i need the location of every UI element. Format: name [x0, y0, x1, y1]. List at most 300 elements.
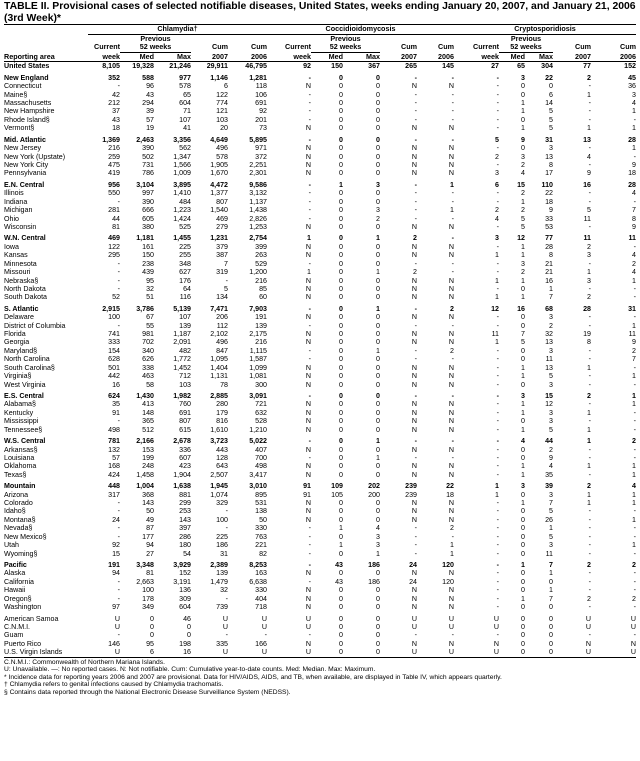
value-cell: 3,786	[136, 304, 154, 313]
value-cell: 319	[216, 268, 228, 277]
value-cell: 7	[549, 499, 553, 508]
value-cell: N	[448, 284, 454, 293]
value-cell: 3	[521, 391, 525, 400]
value-cell: -	[414, 524, 417, 533]
value-cell: 43	[335, 577, 343, 586]
value-cell: 199	[142, 453, 154, 462]
value-cell: 496	[216, 338, 228, 347]
table-row	[4, 82, 636, 90]
value-cell: N	[411, 124, 417, 133]
value-cell: 786	[142, 169, 154, 178]
value-cell: 2	[632, 594, 636, 603]
value-cell: 0	[339, 445, 343, 454]
table-row	[4, 541, 636, 549]
value-cell: 18	[446, 490, 454, 499]
value-cell: 0	[521, 346, 525, 355]
value-cell: 367	[368, 62, 380, 71]
value-cell: 39	[146, 107, 154, 116]
value-cell: 0	[521, 507, 525, 516]
value-cell: 152	[624, 62, 636, 71]
value-cell: -	[496, 372, 499, 381]
value-cell: 1	[521, 470, 525, 479]
value-cell: 221	[255, 541, 267, 550]
value-cell: 0	[339, 124, 343, 133]
value-cell: -	[496, 594, 499, 603]
value-cell: 3,348	[136, 561, 154, 569]
table-row	[4, 285, 636, 293]
week-label: week	[267, 52, 311, 62]
reporting-area-cell: Minnesota	[4, 259, 37, 268]
value-cell: -	[451, 99, 454, 108]
value-cell: 774	[216, 99, 228, 108]
value-cell: 501	[108, 363, 120, 372]
value-cell: 0	[549, 639, 553, 648]
value-cell: 0	[339, 189, 343, 198]
value-cell: -	[588, 445, 591, 454]
value-cell: -	[414, 90, 417, 99]
value-cell: 281	[108, 206, 120, 215]
value-cell: -	[588, 372, 591, 381]
reporting-area-cell: Arizona	[4, 490, 29, 499]
footnotes	[4, 659, 636, 697]
value-cell: -	[117, 82, 120, 91]
value-cell: 0	[376, 515, 380, 524]
value-cell: -	[496, 242, 499, 251]
value-cell: 22	[545, 189, 553, 198]
value-cell: -	[496, 400, 499, 409]
value-cell: 105	[331, 490, 343, 499]
value-cell: 0	[549, 82, 553, 91]
value-cell: -	[588, 603, 591, 612]
value-cell: 201	[255, 115, 267, 124]
value-cell: 7	[224, 259, 228, 268]
value-cell: 225	[216, 532, 228, 541]
value-cell: 0	[339, 135, 343, 144]
value-cell: -	[117, 259, 120, 268]
value-cell: 2	[495, 152, 499, 161]
value-cell: 387	[216, 251, 228, 260]
value-cell: N	[493, 639, 499, 648]
reporting-area-cell: Missouri	[4, 268, 31, 277]
value-cell: N	[411, 445, 417, 454]
value-cell: 1	[549, 569, 553, 578]
value-cell: N	[448, 222, 454, 231]
previous-label: Previous	[330, 34, 361, 43]
value-cell: 3	[549, 380, 553, 389]
value-cell: -	[633, 242, 636, 251]
value-cell: 0	[339, 549, 343, 558]
table-row	[4, 313, 636, 321]
value-cell: -	[588, 82, 591, 91]
value-cell: U	[305, 622, 311, 631]
table-row	[4, 417, 636, 425]
value-cell: 3,132	[249, 189, 267, 198]
value-cell: 0	[549, 622, 553, 631]
value-cell: 3	[549, 417, 553, 426]
value-cell: -	[308, 549, 311, 558]
cum-label: Cum	[212, 43, 228, 52]
table-row	[4, 648, 636, 657]
value-cell: 0	[376, 82, 380, 91]
value-cell: -	[588, 631, 591, 640]
table-row	[4, 243, 636, 251]
value-cell: 1	[376, 346, 380, 355]
table-row	[4, 198, 636, 206]
value-cell: N	[411, 380, 417, 389]
table-row	[4, 631, 636, 639]
value-cell: -	[588, 144, 591, 153]
value-cell: 50	[146, 507, 154, 516]
reporting-area-cell: District of Columbia	[4, 321, 66, 330]
value-cell: 16	[545, 276, 553, 285]
chlamydia-header: Chlamydia†	[88, 25, 267, 34]
value-cell: N	[411, 569, 417, 578]
footnote: U: Unavailable. —: No reported cases. N: Not notifiable. Cum: Cumulative year-to-date counts. Med: Median. Max: Maximum.	[4, 666, 376, 674]
value-cell: -	[308, 391, 311, 400]
value-cell: 0	[376, 99, 380, 108]
value-cell: 2,915	[102, 304, 120, 313]
value-cell: 2,091	[173, 338, 191, 347]
value-cell: 81	[146, 569, 154, 578]
value-cell: 18	[112, 124, 120, 133]
value-cell: 32	[545, 330, 553, 339]
value-cell: -	[117, 499, 120, 508]
value-cell: -	[414, 532, 417, 541]
table-row	[4, 268, 636, 276]
value-cell: 5	[549, 425, 553, 434]
reporting-area-cell: Texas§	[4, 470, 27, 479]
value-cell: N	[411, 161, 417, 170]
value-cell: 5	[549, 507, 553, 516]
footnote: † Chlamydia refers to genital infections caused by Chlamydia trachomatis.	[4, 681, 224, 689]
region-row	[4, 561, 636, 569]
value-cell: 0	[521, 577, 525, 586]
value-cell: 2,301	[249, 169, 267, 178]
value-cell: 3	[376, 206, 380, 215]
value-cell: 0	[339, 242, 343, 251]
value-cell: N	[305, 82, 311, 91]
value-cell: N	[448, 586, 454, 595]
value-cell: -	[496, 577, 499, 586]
value-cell: -	[633, 577, 636, 586]
value-cell: 2,678	[173, 437, 191, 446]
value-cell: 180	[179, 541, 191, 550]
value-cell: 100	[142, 586, 154, 595]
value-cell: U	[411, 614, 417, 623]
table-row	[4, 550, 636, 558]
value-cell: 0	[339, 214, 343, 223]
value-cell: 2	[587, 73, 591, 82]
value-cell: -	[308, 197, 311, 206]
value-cell: 1	[307, 268, 311, 277]
value-cell: -	[308, 99, 311, 108]
value-cell: 1	[495, 251, 499, 260]
value-cell: -	[451, 453, 454, 462]
reporting-area-cell: Delaware	[4, 313, 34, 322]
table-row	[4, 338, 636, 346]
reporting-area-cell: Colorado	[4, 499, 33, 508]
value-cell: 349	[142, 603, 154, 612]
value-cell: 0	[339, 363, 343, 372]
value-cell: 82	[259, 549, 267, 558]
value-cell: 95	[146, 639, 154, 648]
value-cell: 0	[376, 276, 380, 285]
value-cell: 0	[376, 161, 380, 170]
value-cell: 329	[216, 499, 228, 508]
value-cell: -	[414, 541, 417, 550]
value-cell: -	[414, 99, 417, 108]
value-cell: 1	[376, 234, 380, 243]
value-cell: 73	[259, 124, 267, 133]
value-cell: 148	[142, 408, 154, 417]
value-cell: 0	[376, 380, 380, 389]
reporting-area-cell: Mid. Atlantic	[4, 135, 46, 144]
value-cell: 1,610	[210, 425, 228, 434]
reporting-area-cell: New Hampshire	[4, 107, 55, 116]
value-cell: U	[448, 622, 454, 631]
value-cell: -	[414, 346, 417, 355]
week-label: week	[454, 52, 499, 62]
value-cell: -	[308, 115, 311, 124]
value-cell: 0	[376, 639, 380, 648]
value-cell: -	[308, 524, 311, 533]
value-cell: 3,895	[173, 180, 191, 189]
value-cell: 2	[450, 524, 454, 533]
value-cell: -	[225, 594, 228, 603]
value-cell: 1,009	[173, 169, 191, 178]
value-cell: 1	[521, 363, 525, 372]
value-cell: -	[496, 408, 499, 417]
value-cell: -	[414, 549, 417, 558]
value-cell: 5	[521, 222, 525, 231]
value-cell: 31	[545, 135, 553, 144]
value-cell: 150	[331, 62, 343, 71]
value-cell: 1,004	[136, 482, 154, 491]
value-cell: 6	[224, 82, 228, 91]
value-cell: 997	[142, 189, 154, 198]
max-label: Max	[343, 52, 380, 62]
value-cell: U	[585, 622, 591, 631]
value-cell: 0	[549, 631, 553, 640]
value-cell: 1,231	[210, 234, 228, 243]
value-cell: 3	[587, 276, 591, 285]
value-cell: -	[588, 346, 591, 355]
value-cell: -	[496, 524, 499, 533]
value-cell: 1	[587, 437, 591, 446]
value-cell: 1	[450, 549, 454, 558]
value-cell: 0	[150, 614, 154, 623]
value-cell: 295	[108, 251, 120, 260]
value-cell: 67	[146, 313, 154, 322]
value-cell: 51	[146, 293, 154, 302]
value-cell: N	[411, 330, 417, 339]
value-cell: N	[448, 594, 454, 603]
value-cell: 109	[331, 482, 343, 491]
value-cell: 146	[108, 639, 120, 648]
value-cell: 64	[183, 284, 191, 293]
cum-label: Cum	[401, 43, 417, 52]
value-cell: 1	[521, 462, 525, 471]
value-cell: 0	[376, 107, 380, 116]
value-cell: 404	[255, 594, 267, 603]
value-cell: -	[588, 541, 591, 550]
value-cell: -	[496, 346, 499, 355]
reporting-area-cell: Massachusetts	[4, 99, 52, 108]
value-cell: 12	[545, 400, 553, 409]
value-cell: N	[448, 293, 454, 302]
value-cell: N	[411, 507, 417, 516]
value-cell: 92	[303, 62, 311, 71]
value-cell: 0	[376, 391, 380, 400]
value-cell: 0	[339, 453, 343, 462]
value-cell: N	[448, 400, 454, 409]
reporting-area-cell: Ohio	[4, 214, 19, 223]
value-cell: N	[448, 372, 454, 381]
value-cell: 1,223	[173, 206, 191, 215]
value-cell: N	[448, 363, 454, 372]
year-2007-label: 2007	[191, 52, 228, 62]
value-cell: 57	[146, 115, 154, 124]
value-cell: 0	[339, 338, 343, 347]
value-cell: 29,911	[206, 62, 228, 71]
value-cell: 2	[587, 594, 591, 603]
value-cell: -	[633, 363, 636, 372]
value-cell: -	[588, 259, 591, 268]
value-cell: 1	[376, 268, 380, 277]
value-cell: 97	[112, 603, 120, 612]
value-cell: 0	[376, 417, 380, 426]
value-cell: U	[228, 648, 267, 657]
value-cell: N	[411, 372, 417, 381]
value-cell: 95	[146, 276, 154, 285]
value-cell: 3	[549, 144, 553, 153]
value-cell: 0	[339, 532, 343, 541]
value-cell: 340	[142, 346, 154, 355]
value-cell: 1	[549, 284, 553, 293]
value-cell: -	[633, 380, 636, 389]
value-cell: 0	[339, 594, 343, 603]
value-cell: 300	[255, 380, 267, 389]
reporting-area-cell: Alaska	[4, 569, 26, 578]
value-cell: -	[588, 380, 591, 389]
value-cell: 78	[220, 380, 228, 389]
value-cell: N	[411, 251, 417, 260]
value-cell: 1,253	[249, 222, 267, 231]
value-cell: 781	[108, 437, 120, 446]
value-cell: 380	[142, 222, 154, 231]
value-cell: 8,105	[102, 62, 120, 71]
value-cell: 578	[216, 152, 228, 161]
value-cell: 443	[216, 445, 228, 454]
reporting-area-cell: Arkansas§	[4, 445, 38, 454]
value-cell: 280	[216, 400, 228, 409]
value-cell: -	[496, 99, 499, 108]
value-cell: 1,587	[249, 355, 267, 364]
reporting-area-cell: Mississippi	[4, 417, 39, 426]
value-cell: N	[411, 594, 417, 603]
value-cell: 9	[632, 222, 636, 231]
value-cell: 0	[376, 293, 380, 302]
value-cell: -	[588, 400, 591, 409]
value-cell: 1	[495, 293, 499, 302]
value-cell: 206	[216, 313, 228, 322]
value-cell: 2	[549, 321, 553, 330]
value-cell: 161	[142, 242, 154, 251]
value-cell: -	[308, 90, 311, 99]
value-cell: 763	[255, 532, 267, 541]
value-cell: 43	[335, 561, 343, 569]
reporting-area-cell: New York (Upstate)	[4, 152, 66, 161]
value-cell: 0	[339, 639, 343, 648]
reporting-area-cell: Oregon§	[4, 594, 32, 603]
value-cell: 65	[517, 62, 525, 71]
value-cell: 3	[521, 73, 525, 82]
value-cell: 0	[339, 470, 343, 479]
region-row	[4, 392, 636, 400]
reporting-area-cell: New York City	[4, 161, 49, 170]
value-cell: 3	[549, 313, 553, 322]
reporting-area-cell: W.S. Central	[4, 437, 46, 446]
footnote: C.N.M.I.: Commonwealth of Northern Mariana Islands.	[4, 658, 165, 666]
table-row	[4, 381, 636, 389]
value-cell: 0	[521, 284, 525, 293]
value-cell: -	[633, 549, 636, 558]
value-cell: -	[496, 445, 499, 454]
value-cell: 28	[628, 180, 636, 189]
value-cell: 1	[521, 293, 525, 302]
value-cell: 5	[224, 284, 228, 293]
value-cell: 0	[376, 251, 380, 260]
value-cell: 18	[628, 169, 636, 178]
cryptosporidiosis-header: Cryptosporidiosis	[454, 25, 636, 34]
value-cell: 330	[255, 586, 267, 595]
value-cell: 0	[339, 462, 343, 471]
value-cell: 1	[521, 499, 525, 508]
value-cell: N	[448, 603, 454, 612]
table-row	[4, 586, 636, 594]
value-cell: 372	[255, 152, 267, 161]
value-cell: N	[305, 293, 311, 302]
value-cell: 1,455	[173, 234, 191, 243]
value-cell: 739	[216, 603, 228, 612]
value-cell: 1,904	[173, 470, 191, 479]
table-row	[4, 533, 636, 541]
year-2007-label: 2007	[553, 52, 591, 62]
value-cell: -	[588, 507, 591, 516]
value-cell: 419	[108, 169, 120, 178]
value-cell: 53	[545, 222, 553, 231]
value-cell: 1,430	[136, 391, 154, 400]
table-row	[4, 499, 636, 507]
value-cell: 3	[495, 169, 499, 178]
value-cell: -	[414, 355, 417, 364]
value-cell: 1	[339, 541, 343, 550]
value-cell: 1	[376, 453, 380, 462]
value-cell: 3	[632, 90, 636, 99]
value-cell: 2	[495, 206, 499, 215]
table-week: (3rd Week)*	[4, 13, 61, 24]
value-cell: 139	[216, 569, 228, 578]
value-cell: -	[451, 214, 454, 223]
value-cell: 1	[450, 180, 454, 189]
reporting-area-cell: Michigan	[4, 206, 33, 215]
value-cell: 0	[376, 124, 380, 133]
value-cell: 1,424	[173, 214, 191, 223]
value-cell: -	[496, 462, 499, 471]
value-cell: 0	[521, 549, 525, 558]
reporting-area-cell: New Jersey	[4, 144, 42, 153]
value-cell: 2	[632, 346, 636, 355]
